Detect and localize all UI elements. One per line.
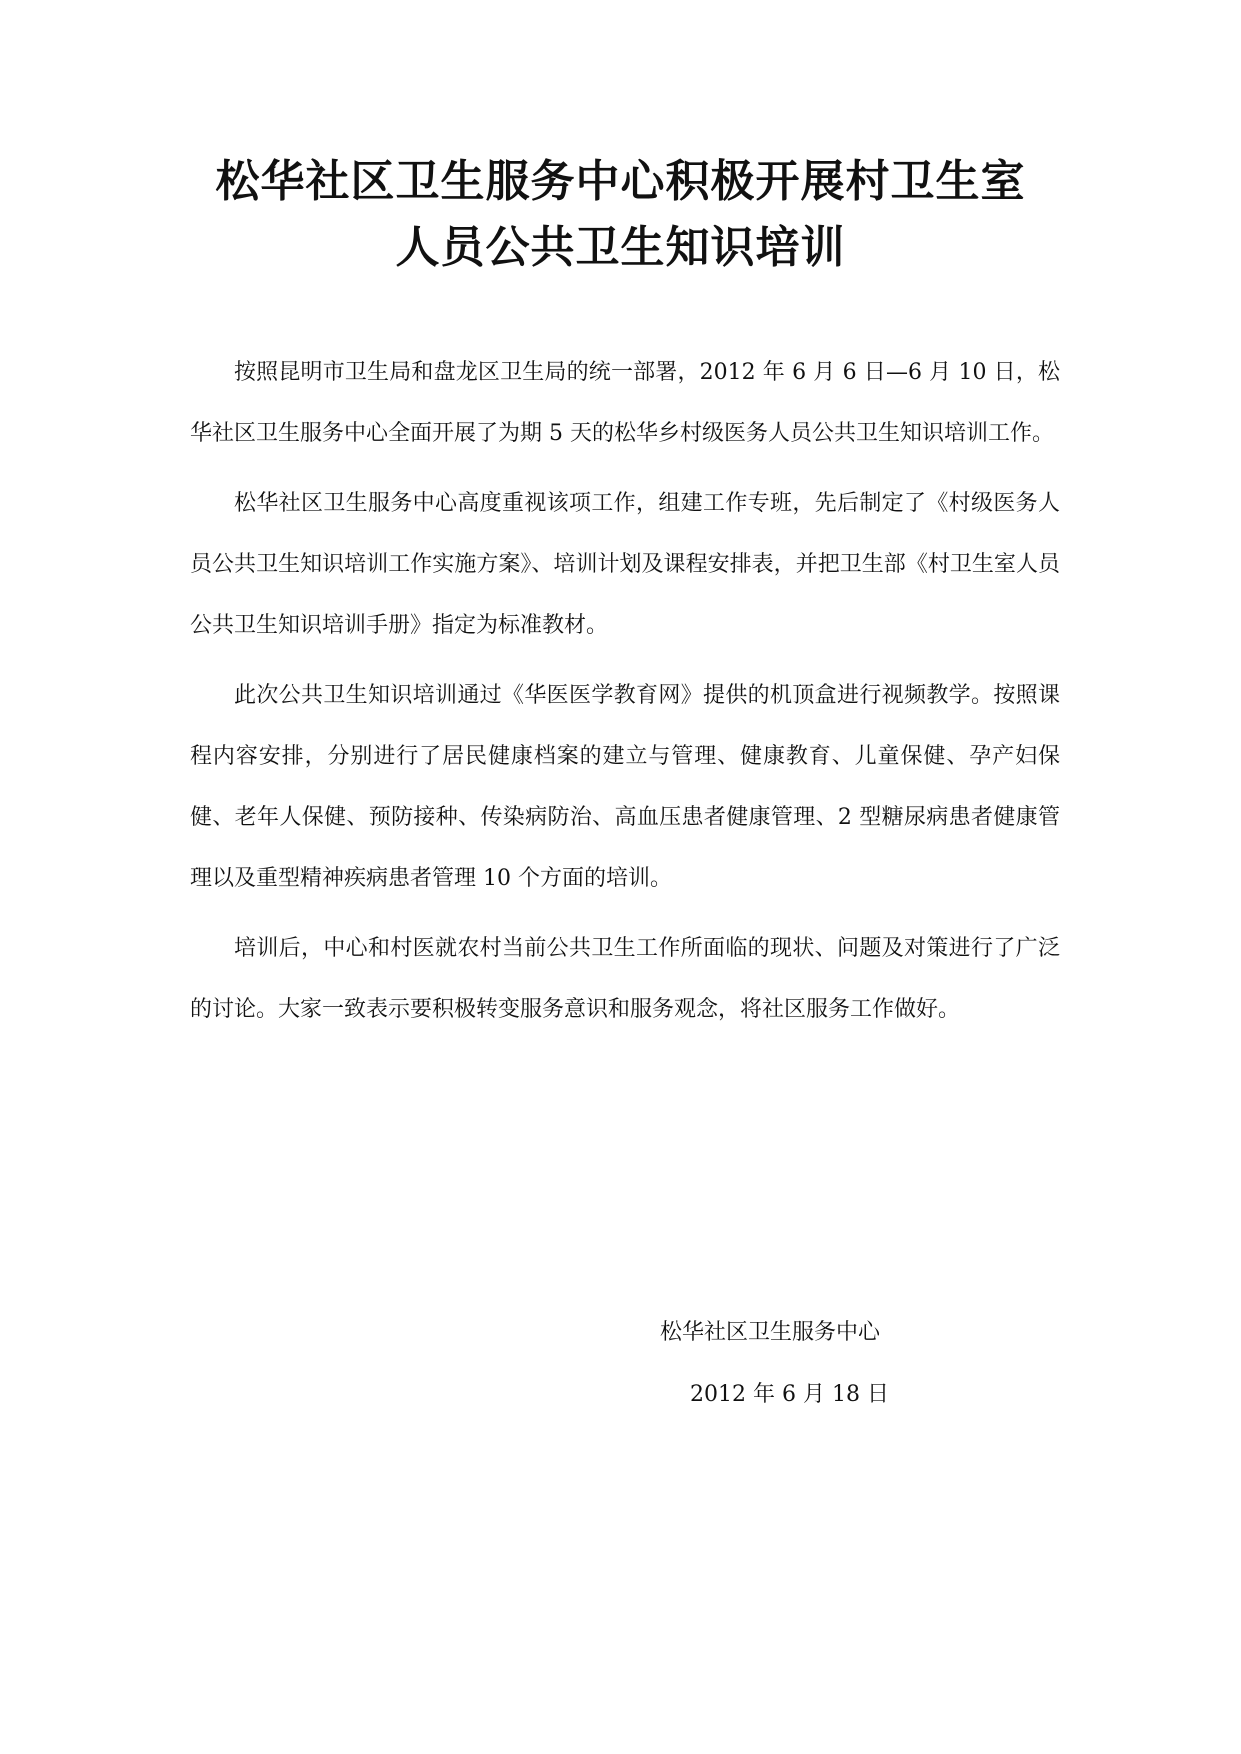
paragraph-4: 培训后，中心和村医就农村当前公共卫生工作所面临的现状、问题及对策进行了广泛的讨论。大家一致表示要积极转变服务意识和服务观念，将社区服务工作做好。 (190, 936, 1060, 1022)
document-title-line-1: 松华社区卫生服务中心积极开展村卫生室 (215, 156, 1026, 207)
document-body (190, 342, 1060, 1049)
paragraph-3: 此次公共卫生知识培训通过《华医医学教育网》提供的机顶盒进行视频教学。按照课程内容安排，分别进行了居民健康档案的建立与管理、健康教育、儿童保健、孕产妇保健、老年人保健、预防接种、传染病防治、高血压患者健康管理、2 型糖尿病患者健康管理以及重型精神疾病患者管理 10 个方面的培训。 (190, 683, 1060, 891)
paragraph-1: 按照昆明市卫生局和盘龙区卫生局的统一部署，2012 年 6 月 6 日—6 月 10 日，松华社区卫生服务中心全面开展了为期 5 天的松华乡村级医务人员公共卫生知识培训工作。 (190, 360, 1060, 446)
document-title-line-2: 人员公共卫生知识培训 (395, 222, 846, 273)
signature-organization: 松华社区卫生服务中心 (660, 1320, 881, 1345)
paragraph-2: 松华社区卫生服务中心高度重视该项工作，组建工作专班，先后制定了《村级医务人员公共卫生知识培训工作实施方案》、培训计划及课程安排表，并把卫生部《村卫生室人员公共卫生知识培训手册》指定为标准教材。 (190, 491, 1060, 638)
signature-date: 2012 年 6 月 18 日 (690, 1382, 889, 1407)
